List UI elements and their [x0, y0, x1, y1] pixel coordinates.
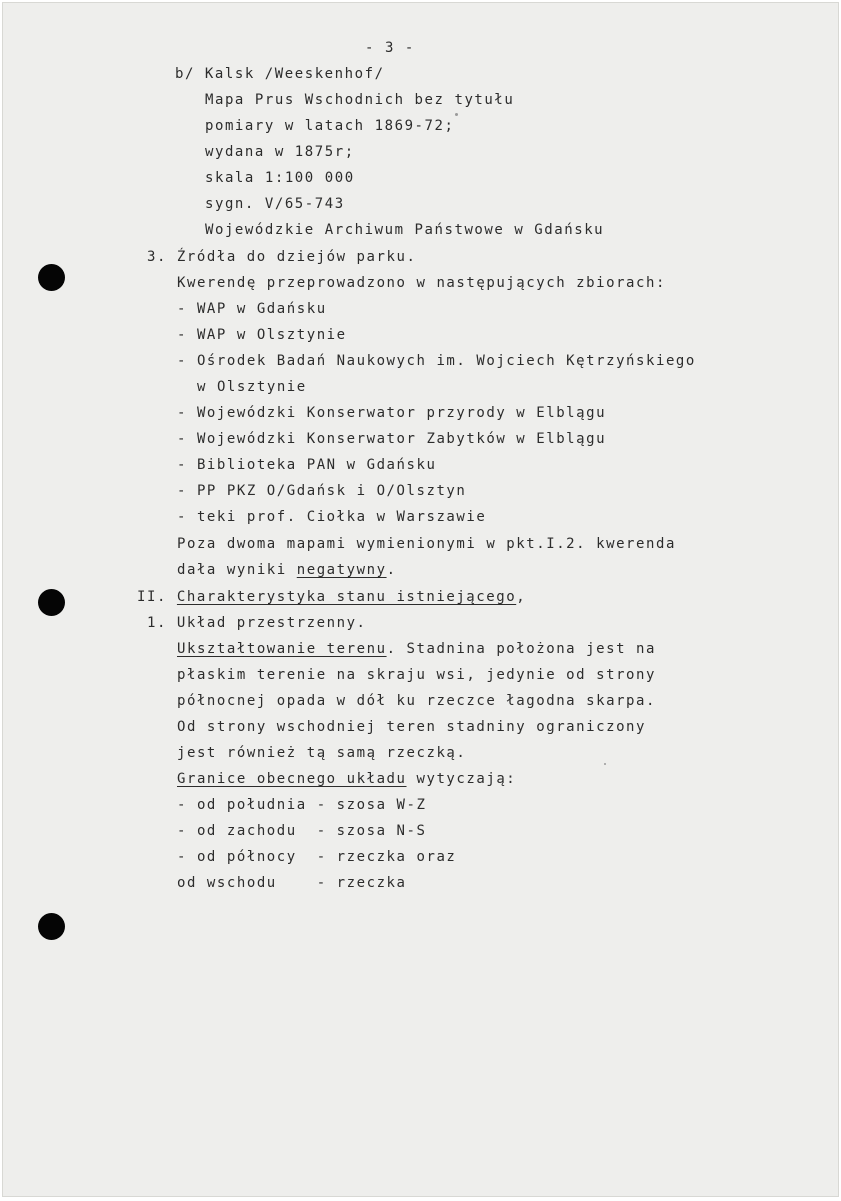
section-b-line: skala 1:100 000: [205, 170, 355, 186]
borders-line: [177, 770, 516, 788]
terrain-label-underlined: Ukształtowanie terenu: [177, 641, 387, 657]
binder-hole-middle: [38, 589, 65, 616]
source-list-item: - WAP w Gdańsku: [177, 301, 327, 317]
document-page: [2, 2, 839, 1197]
binder-hole-bottom: [38, 913, 65, 940]
section-b-heading: b/ Kalsk /Weeskenhof/: [175, 66, 385, 82]
source-list-item: - teki prof. Ciołka w Warszawie: [177, 509, 487, 525]
border-item: - od południa - szosa W-Z: [177, 797, 427, 813]
binder-hole-top: [38, 264, 65, 291]
section-b-line: pomiary w latach 1869-72;: [205, 118, 455, 134]
border-item: - od północy - rzeczka oraz: [177, 849, 457, 865]
page-number: - 3 -: [365, 40, 415, 56]
borders-text: wytyczają:: [406, 771, 517, 787]
section-II-title-underlined: Charakterystyka stanu istniejącego: [176, 589, 517, 605]
section-3-intro: Kwerendę przeprowadzono w następujących zbiorach:: [177, 275, 666, 291]
outro-negative-underlined: negatywny: [296, 562, 387, 578]
section-b-line: sygn. V/65-743: [205, 196, 345, 212]
terrain-line: [177, 640, 656, 658]
outro-suffix: .: [386, 562, 397, 578]
terrain-line: płaskim terenie na skraju wsi, jedynie od strony: [177, 667, 656, 683]
paper-speck: [455, 113, 458, 116]
section-II-number: II.: [137, 589, 177, 605]
section-3-outro-result: [177, 561, 397, 579]
section-b-line: Wojewódzkie Archiwum Państwowe w Gdańsku: [205, 222, 605, 238]
terrain-text: . Stadnina położona jest na: [386, 641, 656, 657]
section-3-outro: Poza dwoma mapami wymienionymi w pkt.I.2. kwerenda: [177, 536, 676, 552]
source-list-item: - Wojewódzki Konserwator Zabytków w Elblągu: [177, 431, 607, 447]
subsection-1-heading: 1. Układ przestrzenny.: [147, 615, 367, 631]
source-list-item: - WAP w Olsztynie: [177, 327, 347, 343]
section-b-line: wydana w 1875r;: [205, 144, 355, 160]
terrain-line: północnej opada w dół ku rzeczce łagodna skarpa.: [177, 693, 656, 709]
source-list-item: - Biblioteka PAN w Gdańsku: [177, 457, 437, 473]
section-3-heading: 3. Źródła do dziejów parku.: [147, 249, 417, 265]
border-item: od wschodu - rzeczka: [177, 875, 407, 891]
outro-prefix: dała wyniki: [177, 562, 297, 578]
source-list-item: - Ośrodek Badań Naukowych im. Wojciech Kętrzyńskiego: [177, 353, 696, 369]
border-item: - od zachodu - szosa N-S: [177, 823, 427, 839]
source-list-item-continuation: w Olsztynie: [197, 379, 307, 395]
source-list-item: - Wojewódzki Konserwator przyrody w Elblągu: [177, 405, 607, 421]
section-b-line: Mapa Prus Wschodnich bez tytułu: [205, 92, 515, 108]
section-II-suffix: ,: [516, 589, 527, 605]
source-list-item: - PP PKZ O/Gdańsk i O/Olsztyn: [177, 483, 467, 499]
borders-label-underlined: Granice obecnego układu: [177, 771, 407, 787]
terrain-line: Od strony wschodniej teren stadniny ograniczony: [177, 719, 646, 735]
terrain-line: jest również tą samą rzeczką.: [177, 745, 467, 761]
paper-speck: [604, 763, 606, 765]
section-II-heading: [137, 588, 526, 606]
